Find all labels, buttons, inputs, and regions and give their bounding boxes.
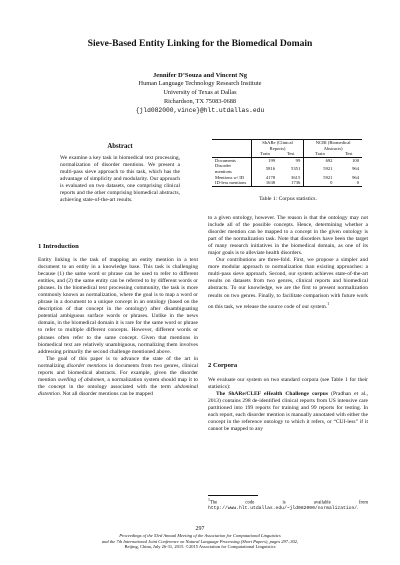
affiliation-line-1: Human Language Technology Research Institute — [138, 80, 262, 87]
table-row — [212, 180, 362, 186]
table-cell: 0 — [356, 180, 359, 186]
table-cell: 5351 — [291, 166, 301, 172]
table-caption: Table 1: Corpus statistics. — [259, 196, 317, 202]
corpora-paragraph-2: The ShARe/CLEF eHealth Challenge corpus (Pradhan et al., 2013) contains 298 de-identified clinical reports from US intensive care partitioned into 199 reports for training and 99 reports for testing. In each report, each disorder mention is manually annotated with either the concept in the reference ontology to which it refers, or “CUI-less” if it cannot be mapped to any — [208, 391, 369, 433]
row-label: ID-less mentions — [215, 180, 247, 186]
proceedings-line-3: Beijing, China, July 26-31, 2015. ©2015 Association for Computational Linguistics — [124, 544, 276, 550]
corpus-statistics-table-wrapper — [212, 139, 362, 187]
table-subhead: Test — [344, 151, 353, 157]
table-cell: 5921 — [304, 163, 336, 174]
affiliation-line-3: Richardson, TX 75083-0688 — [163, 98, 237, 105]
table-cell: 1638 — [251, 180, 278, 186]
section-heading-introduction: 1 Introduction — [38, 243, 79, 250]
intro-paragraph-1: Entity linking is the task of mapping an entity mention in a text document to an entity in a knowledge base. This task is challenging because (1) the same word or phrase can be used to refer to different entities, and (2) the same entity can be referred to by different words or phrases. In the biomedical text processing community, the task is more commonly known as normalization, where the goal is to map a word or phrase in a document to a unique concept in an ontology (based on the description of that concept in the ontology) after disambiguating potential ambiguous surface words or phrases. Unlike in the news domain, in the biomedical domain it is rare for the same word or phrase to refer to multiple different concepts. However, different words or phrases often refer to the same concept. Given that mentions in biomedical text are relatively unambiguous, normalizing them involves addressing primarily the second challenge mentioned above. — [38, 257, 198, 355]
footnote-rule — [208, 495, 258, 496]
table-group-ncbi: NCBI (Biomedical Abstracts) — [304, 140, 362, 152]
table-group-share: ShARe (Clinical Reports) — [251, 140, 303, 152]
proceedings-line-2: and the 7th International Joint Conference on Natural Language Processing (Short Papers), pages 297–302, — [101, 538, 299, 544]
footnote: $^1$The code is available from http://www.hlt.utdallas.edu/~jld082000/normalization/. — [208, 498, 368, 512]
proceedings-line-1: Proceedings of the 53rd Annual Meeting of the Association for Computational Linguistics — [119, 533, 281, 538]
affiliation-line-2: University of Texas at Dallas — [163, 89, 237, 96]
table-cell: 1736 — [291, 180, 301, 186]
right-paragraph-1: to a given ontology, however. The reason is that the ontology may not include all of the possible concepts. Hence, determining whether a disorder mention can be mapped to a concept in the given ontology is part of the normalization task. Note that disorders have been the target of many research initiatives in the biomedical domain, as one of its major goals is to alleviate health disorders. — [208, 215, 368, 257]
table-row — [212, 163, 362, 174]
abstract-paragraph: We examine a key task in biomedical text processing, normalization of disorder mentions. We present a multi-pass sieve approach to this task, which has the advantage of simplicity and modularity. Our approach is evaluated on two datasets, one comprising clinical reports and the other comprising biomedical abstracts, achieving state-of-the-art results. — [60, 155, 180, 204]
table-cell: 4178 — [251, 175, 278, 181]
intro-paragraph-2: The goal of this paper is to advance the state of the art in normalizing disorder mentions in documents from two genres, clinical reports and biomedical abstracts. For example, given the disorder mention swelling of abdomen, a normalization system should map it to the concept in the ontology associated with the term abdominal distention. Not all disorder mentions can be mapped — [38, 355, 199, 397]
section-heading-corpora: 2 Corpora — [208, 362, 238, 369]
row-label: Disorder mentions — [215, 163, 232, 174]
right-paragraph-2: Our contributions are three-fold. First, we propose a simpler and more modular approach to normalization than existing approaches: a multi-pass sieve approach. Second, our system achieves state-of-the-art results on datasets from two genres, clinical reports and biomedical abstracts. To our knowledge, we are the first to present normalization results on two genres. Finally, to facilitate comparison with future work on this task, we release the source code of our system.$^1$ — [208, 257, 368, 310]
table-subhead: Test — [286, 151, 295, 157]
paper-title: Sieve-Based Entity Linking for the Biomedical Domain — [87, 38, 313, 49]
row-label: Documents — [215, 157, 236, 163]
authors: Jennifer D’Souza and Vincent Ng — [152, 72, 248, 79]
right-column-body — [208, 215, 368, 310]
table-cell: 100 — [352, 157, 359, 163]
corpora-body — [208, 377, 368, 433]
corpora-paragraph-1: We evaluate our system on two standard corpora (see Table 1 for their statistics): — [208, 377, 368, 391]
footnote-url[interactable]: http://www.hlt.utdallas.edu/~jld082000/normalization/ — [208, 506, 358, 512]
corpus-statistics-table — [212, 139, 362, 187]
table-cell: 692 — [304, 157, 336, 163]
table-cell: 964 — [352, 174, 359, 180]
footnote-marker: 1 — [327, 300, 330, 306]
table-subhead: Train — [251, 151, 278, 157]
table-cell: 199 — [251, 157, 278, 163]
table-cell: 99 — [295, 157, 301, 163]
table-cell: 964 — [352, 166, 359, 172]
abstract-heading: Abstract — [107, 143, 133, 150]
table-subhead: Train — [304, 151, 336, 157]
abstract-text — [60, 155, 180, 204]
table-cell: 5816 — [251, 163, 278, 174]
row-label: Mentions w/ ID — [215, 174, 245, 180]
left-column-body — [38, 257, 198, 398]
table-cell: 0 — [304, 180, 336, 186]
table-cell: 3615 — [291, 174, 301, 180]
table-cell: 5921 — [304, 175, 336, 181]
author-email: {jld082000,vince}@hlt.utdallas.edu — [135, 107, 265, 114]
proceedings-footer — [0, 533, 400, 550]
page-number: 297 — [195, 526, 205, 532]
